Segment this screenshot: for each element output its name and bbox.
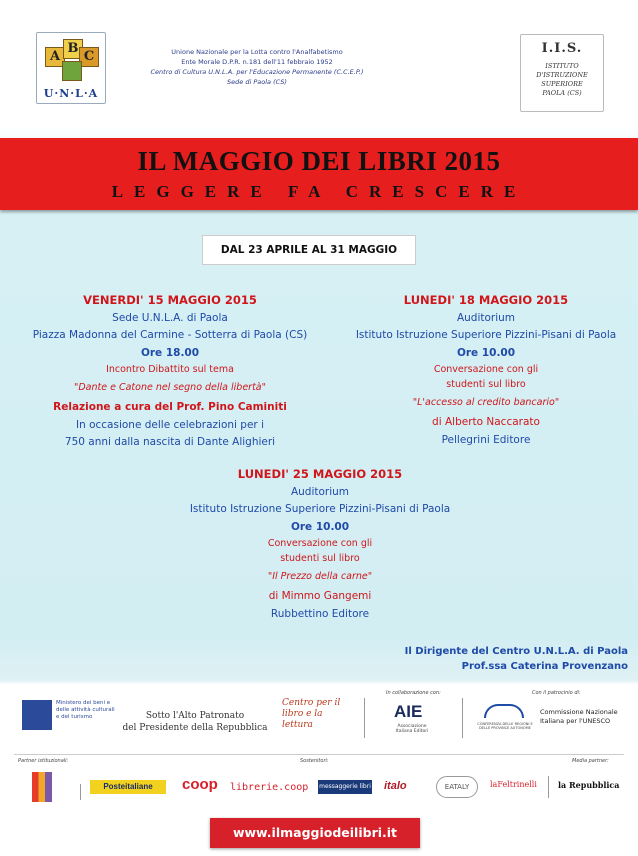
repubblica-logo: la Repubblica	[558, 780, 620, 790]
librerie-coop-logo: librerie.coop	[230, 782, 309, 793]
unla-logo	[36, 32, 106, 104]
signature-line-1: Il Dirigente del Centro U.N.L.A. di Paola	[404, 646, 628, 657]
event-type-1: Conversazione con gli	[433, 364, 539, 375]
event-time: Ore 18.00	[140, 346, 200, 359]
divider	[364, 698, 365, 738]
messaggerie-logo: messaggerie libri	[318, 780, 372, 794]
logo-cube-c: C	[79, 47, 99, 67]
event-publisher: Pellegrini Editore	[441, 433, 531, 446]
header-line-1: Unione Nazionale per la Lotta contro l'Analfabetismo	[171, 48, 343, 56]
unla-logo-text: U·N·L·A	[43, 87, 99, 100]
unesco-line-2: Italiana per l'UNESCO	[540, 717, 611, 725]
feltrinelli-logo: laFeltrinelli	[490, 780, 537, 789]
banner-title: IL MAGGIO DEI LIBRI 2015	[137, 146, 501, 176]
italo-logo: italo	[384, 780, 407, 792]
collab-label: In collaborazione con:	[386, 690, 441, 696]
event-publisher: Rubbettino Editore	[270, 607, 370, 620]
iis-logo-text	[521, 62, 603, 98]
patrocinio-label: Con il patrocinio di:	[532, 690, 581, 696]
iis-logo	[520, 34, 604, 112]
eataly-logo: EATALY	[436, 776, 478, 798]
event-note-2: 750 anni dalla nascita di Dante Alighieri	[64, 436, 276, 448]
partner-logo-icon	[32, 772, 52, 802]
patronato-line-2: del Presidente della Repubblica	[122, 723, 268, 733]
ministero-text: Ministero dei beni e delle attività culturali e del turismo	[56, 700, 115, 720]
unesco-text	[540, 708, 634, 726]
title-banner	[0, 138, 638, 210]
signature	[405, 644, 628, 674]
divider	[14, 754, 624, 755]
event-center	[160, 466, 480, 623]
event-type-2: studenti sul libro	[446, 379, 526, 390]
iis-line-3: SUPERIORE	[541, 80, 583, 88]
conferenza-logo-icon	[484, 704, 524, 718]
event-author: di Mimmo Gangemi	[268, 590, 372, 602]
event-date: LUNEDI' 18 MAGGIO 2015	[403, 293, 569, 307]
event-type-1: Conversazione con gli	[267, 538, 373, 549]
event-author: di Alberto Naccarato	[432, 416, 540, 428]
centro-libro-logo: Centro per il libro e la lettura	[282, 698, 341, 730]
event-time: Ore 10.00	[290, 520, 350, 533]
sostenitori-label: Sostenitori:	[300, 758, 329, 764]
logo-cube-green	[62, 61, 82, 81]
header-line-4: Sede di Paola (CS)	[227, 78, 287, 86]
aie-subtitle: Associazione Italiana Editori	[395, 724, 429, 734]
event-speaker: Relazione a cura del Prof. Pino Caminiti	[53, 401, 287, 413]
logo-cube-a: A	[45, 47, 65, 67]
divider	[462, 698, 463, 738]
event-address: Istituto Istruzione Superiore Pizzini-Pisani di Paola	[355, 329, 617, 341]
media-label: Media partner:	[572, 758, 609, 764]
iis-line-2: D'ISTRUZIONE	[536, 71, 588, 79]
website-link[interactable]: www.ilmaggiodeilibri.it	[210, 818, 420, 848]
iis-line-4: PAOLA (CS)	[542, 89, 582, 97]
conferenza-text: CONFERENZA DELLE REGIONI E DELLE PROVINCE AUTONOME	[477, 722, 533, 730]
header-line-3: Centro di Cultura U.N.L.A. per l'Educazione Permanente (C.C.E.P.)	[150, 68, 364, 76]
event-venue: Auditorium	[290, 485, 350, 498]
event-venue: Auditorium	[456, 311, 516, 324]
event-date: VENERDI' 15 MAGGIO 2015	[83, 293, 257, 307]
header-text	[112, 47, 402, 87]
aie-logo: AIE	[394, 702, 423, 721]
patronato-line-1: Sotto l'Alto Patronato	[145, 711, 245, 721]
divider	[80, 784, 81, 800]
iis-line-1: ISTITUTO	[545, 62, 579, 70]
banner-subtitle: LEGGERE FA CRESCERE	[111, 182, 527, 201]
sponsor-strip	[0, 684, 638, 814]
patronato	[122, 710, 268, 734]
iis-logo-title: I.I.S.	[541, 41, 583, 56]
ministero-logo-icon	[22, 700, 52, 730]
signature-line-2: Prof.ssa Caterina Provenzano	[461, 661, 628, 672]
poste-logo: Posteitaliane	[90, 780, 166, 794]
event-left	[10, 292, 330, 452]
divider	[548, 776, 549, 798]
event-venue: Sede U.N.L.A. di Paola	[112, 311, 228, 324]
event-book: "Il Prezzo della carne"	[267, 571, 373, 582]
header-line-2: Ente Morale D.P.R. n.181 dell'11 febbraio 1952	[181, 58, 333, 66]
event-address: Istituto Istruzione Superiore Pizzini-Pisani di Paola	[189, 503, 451, 515]
partner-label: Partner istituzionali:	[18, 758, 69, 764]
logo-cube-b: B	[63, 39, 83, 59]
event-book: "L'accesso al credito bancario"	[412, 397, 560, 408]
event-theme: "Dante e Catone nel segno della libertà"	[73, 382, 267, 393]
event-type-2: studenti sul libro	[280, 553, 360, 564]
event-right	[336, 292, 636, 449]
unesco-line-1: Commissione Nazionale	[540, 708, 618, 716]
dates-box: DAL 23 APRILE AL 31 MAGGIO	[202, 235, 416, 265]
event-time: Ore 10.00	[456, 346, 516, 359]
event-note-1: In occasione delle celebrazioni per i	[75, 418, 264, 431]
event-type: Incontro Dibattito sul tema	[106, 364, 234, 375]
event-date: LUNEDI' 25 MAGGIO 2015	[237, 467, 403, 481]
event-address: Piazza Madonna del Carmine - Sotterra di Paola (CS)	[32, 329, 308, 341]
coop-logo: coop	[182, 776, 218, 793]
